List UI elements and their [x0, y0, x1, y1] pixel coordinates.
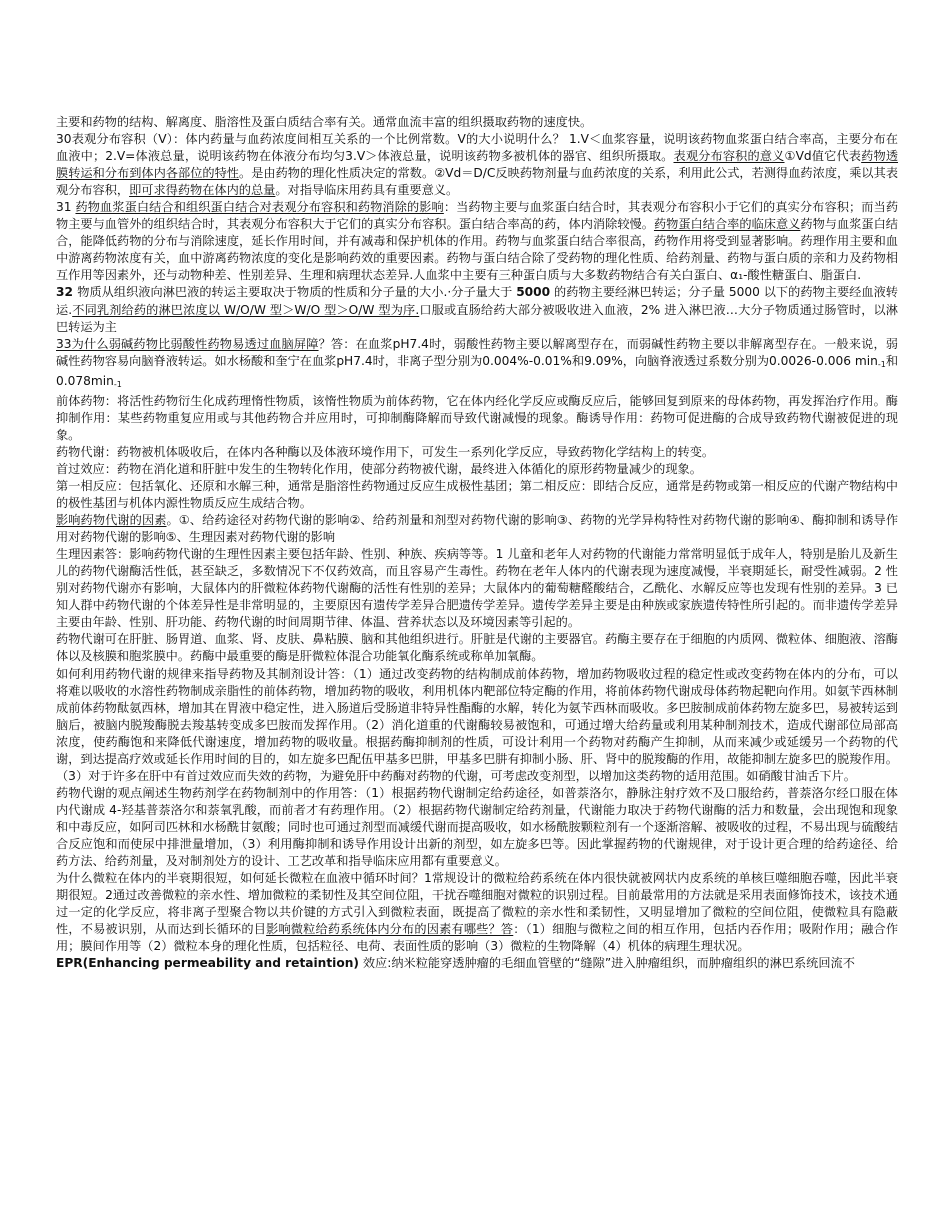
text-run: 药物代谢的观点阐述生物药剂学在药物制剂中的作用答：（1）根据药物代谢制定给药途径，如普萘洛尔，静脉注射疗效不及口服给药，普萘洛尔经口服在体内代谢成 4-羟基普萘洛尔和萘氧乳酸，而前者才有药理作用。（2）根据药物代谢制定给药剂量，代谢能力取决于药物代谢酶的活力和数量，会出现饱和现象和中毒反应，如阿司匹林和水杨酰甘氨酸；同时也可通过剂型而减缓代谢而提高吸收，如水杨酰胺颗粒剂有一个逐渐溶解、被吸收的过程，不易出现与硫酸结合反应饱和而使尿中排泄量增加，（3）利用酶抑制和诱导作用设计出新的剂型，如左旋多巴等。因此掌握药物的代谢规律，对于设计更合理的给药途径、给药方法、给药剂量，及对制剂处方的设计、工艺改革和指导临床应用都有重要意义。 — [56, 785, 898, 869]
paragraph — [56, 131, 898, 199]
text-run: ：（1）细胞与微粒之间的相互作用，包括内吞作用；吸附作用；融合作用；膜间作用等（2）微粒本身的理化性质，包括粒径、电荷、表面性质的影响（3）微粒的生物降解（4）机体的病理生理状况。 — [56, 922, 899, 954]
text-run: 效应:纳米粒能穿透肿瘤的毛细血管壁的“缝隙”进入肿瘤组织，而肿瘤组织的淋巴系统回流不 — [358, 956, 855, 971]
paragraph — [56, 785, 898, 870]
underlined-text: 药物透膜转运和分布到体内各部位的特性 — [56, 149, 899, 181]
text-run: 主要和药物的结构、解离度、脂溶性及蛋白质结合率有关。通常血流丰富的组织摄取药物的速度快。 — [56, 115, 593, 129]
underlined-text: 不同乳剂给药的淋巴浓度以 W/O/W 型＞W/O 型＞O/W 型为序. — [72, 302, 420, 317]
paragraph — [56, 461, 898, 478]
text-run: 的药物主要经淋巴转运；分子量 5000 以下的药物主要经血液转运. — [56, 285, 898, 317]
text-run: 物质从组织液向淋巴液的转运主要取决于物质的性质和分子量的大小.·分子量大于 — [77, 285, 517, 300]
paragraph — [56, 444, 898, 461]
underlined-text: 表观分布容积的意义 — [673, 149, 785, 164]
text-run: -1 — [113, 379, 122, 389]
paragraph — [56, 199, 898, 284]
underlined-text: 影响药物代谢的因素 — [56, 513, 167, 528]
underlined-text: 即可求得药物在体内的总量 — [129, 183, 276, 198]
underlined-text: 影响微粒给药系统体内分布的因素有哪些？答 — [266, 922, 514, 937]
paragraph — [56, 870, 898, 955]
paragraph — [56, 955, 898, 972]
paragraph — [56, 546, 898, 631]
text-run: 和0.078min — [56, 353, 899, 388]
paragraph — [56, 631, 898, 665]
text-run: 31 — [56, 200, 76, 215]
paragraph — [56, 336, 898, 393]
text-run: 。对指导临床用药具有重要意义。 — [275, 183, 459, 198]
bold-text: 5000 — [516, 285, 551, 300]
text-run: ：当药物主要与血浆蛋白结合时，其表观分布容积小于它们的真实分布容积；而当药物主要与血管外的组织结合时，其表观分布容积大于它们的真实分布容积。蛋白结合率高的药，体内消除较慢。 — [56, 200, 899, 232]
text-run: 30表观分布容积（V）：体内药量与血药浓度间相互关系的一个比例常数。V的大小说明什么？ 1.V＜血浆容量，说明该药物血浆蛋白结合率高，主要分布在血液中；2.V=体液总量，说明该药物在体液分布均匀3.V＞体液总量，说明该药物多被机体的器官、组织所摄取。 — [56, 132, 898, 164]
paragraph — [56, 393, 898, 444]
paragraph — [56, 284, 898, 335]
text-run: ？答：在血浆pH7.4时，弱酸性药物主要以解离型存在，而弱碱性药物主要以非解离型存在。一般来说，弱碱性药物容易向脑脊液转运。如水杨酸和奎宁在血浆pH7.4时，非离子型分别为0.004%-0.01%和9.09%，向脑脊液透过系数分别为0.0026-0.006 min — [56, 336, 898, 368]
underlined-text: 药物蛋白结合率的临床意义 — [653, 217, 801, 232]
underlined-text: 药物血浆蛋白结合和组织蛋白结合对表观分布容积和药物消除的影响 — [75, 200, 444, 215]
text-run: 前体药物：将活性药物衍生化成药理惰性物质，该惰性物质为前体药物，它在体内经化学反应或酶反应后，能够回复到原来的母体药物，再发挥治疗作用。酶抑制作用：某些药物重复应用或与其他药物合并应用时，可抑制酶降解而导致代谢减慢的现象。酶诱导作用：药物可促进酶的合成导致药物代谢被促进的现象。 — [56, 393, 898, 442]
paragraph — [56, 512, 898, 546]
paragraph — [56, 478, 898, 512]
text-run: 。是由药物的理化性质决定的常数。②Vd＝D/C反映药物剂量与血药浓度的关系，利用此公式，若测得血药浓度，乘以其表观分布容积， — [56, 166, 899, 198]
text-run: 药物代谢可在肝脏、肠胃道、血浆、肾、皮肤、鼻粘膜、脑和其他组织进行。肝脏是代谢的主要器官。药酶主要存在于细胞的内质网、微粒体、细胞液、溶酶体以及核膜和胞浆膜中。药酶中最重要的酶是肝微粒体混合功能氧化酶系统或称单加氧酶。 — [56, 632, 898, 664]
text-run: -1 — [877, 359, 886, 369]
text-run: 为什么微粒在体内的半衰期很短，如何延长微粒在血液中循环时间？1常规设计的微粒给药系统在体内很快就被网状内皮系统的单核巨噬细胞吞噬，因此半衰期很短。2通过改善微粒的亲水性、增加微粒的柔韧性及其空间位阻，干扰吞噬细胞对微粒的识别过程。目前最常用的方法就是采用表面修饰技术，该技术通过一定的化学反应，将非离子型聚合物以共价键的方式引入到微粒表面，既提高了微粒的亲水性和柔韧性，又明显增加了微粒的空间位阻，使微粒具有隐蔽性，不易被识别，从而达到长循环的目 — [56, 871, 898, 937]
bold-text: EPR(Enhancing permeability and retaintion) — [56, 956, 359, 971]
text-run: 生理因素答：影响药物代谢的生理性因素主要包括年龄、性别、种族、疾病等等。1 儿童和老年人对药物的代谢能力常常明显低于成年人，特别是胎儿及新生儿的药物代谢酶活性低，甚至缺乏，多数情况下不仅药效高，而且容易产生毒性。药物在老年人体内的代谢表现为速度减慢，半衰期延长，耐受性减弱。2 性别对药物代谢亦有影响，大鼠体内的肝微粒体药物代谢酶的活性有性别的差异；大鼠体内的葡萄糖醛酸结合，乙酰化、水解反应等也发现有性别的差异。3 已知人群中药物代谢的个体差异性是非常明显的，主要原因有遗传学差异合肥遗传学差异。遗传学差异主要是由种族或家族遗传特性所引起的。而非遗传学差异主要由年龄、性别、肝功能、药物代谢的时间周期节律、体温、营养状态以及环境因素等引起的。 — [56, 547, 898, 630]
text-run: 。①、给药途径对药物代谢的影响②、给药剂量和剂型对药物代谢的影响③、药物的光学异构特性对药物代谢的影响④、酶抑制和诱导作用对药物代谢的影响⑤、生理因素对药物代谢的影响 — [56, 513, 899, 545]
text-run: 药物与血浆蛋白结合，能降低药物的分布与消除速度，延长作用时间，并有减毒和保护机体的作用。药物与血浆蛋白结合率很高，药物作用将受到显著影响。药理作用主要和血中游离药物浓度有关，血中游离药物浓度的变化是影响药效的重要因素。药物与蛋白结合除了受药物的理化性质、给药剂量、药物与蛋白质的亲和力及药物相互作用等因素外，还与动物种差、性别差异、生理和病理状态差异.人血浆中主要有三种蛋白质与大多数药物结合有关白蛋白、α₁-酸性糖蛋白、脂蛋白. — [56, 217, 898, 283]
text-run: 口服或直肠给药大部分被吸收进入血液，2% 进入淋巴液…大分子物质通过肠管时，以淋巴转运为主 — [56, 302, 898, 334]
text-run: 如何利用药物代谢的规律来指导药物及其制剂设计答：（1）通过改变药物的结构制成前体药物，增加药物吸收过程的稳定性或改变药物在体内的分布，可以将难以吸收的水溶性药物制成亲脂性的前体药物，增加药物的吸收，利用机体内靶部位特定酶的作用，将前体药物代谢成母体药物起靶向作用。如氨苄西林制成前体药物酞氨西林，增加其在胃液中稳定性，进入肠道后受肠道非特异性酯酶的水解，转化为氨苄西林而吸收。多巴胺制成前体药物左旋多巴，易被转运到脑后，被脑内脱羧酶脱去羧基转变成多巴胺而发挥作用。（2）消化道重的代谢酶较易被饱和，可通过增大给药量或利用某种制剂技术，造成代谢部位局部高浓度，使药酶饱和来降低代谢速度，增加药物的吸收量。根据药酶抑制剂的性质，可设计利用一个药物对药酶产生抑制，从而来减少或延缓另一个药物的代谢，到达提高疗效或延长作用时间的目的，如左旋多巴配伍甲基多巴肼，甲基多巴肼有抑制小肠、肝、肾中的脱羧酶的作用，故能抑制左旋多巴的脱羧作用。（3）对于许多在肝中有首过效应而失效的药物，为避免肝中药酶对药物的代谢，可考虑改变剂型，以增加这类药物的适用范围。如硝酸甘油舌下片。 — [56, 666, 898, 783]
bold-text: 32 — [56, 285, 78, 300]
paragraph — [56, 114, 898, 131]
text-run: 首过效应：药物在消化道和肝脏中发生的生物转化作用，使部分药物被代谢，最终进入体循化的原形药物量减少的现象。 — [56, 461, 702, 476]
text-run: 药物代谢：药物被机体吸收后，在体内各种酶以及体液环境作用下，可发生一系列化学反应，导致药物化学结构上的转变。 — [56, 444, 715, 459]
text-run: 第一相反应：包括氧化、还原和水解三种，通常是脂溶性药物通过反应生成极性基团；第二相反应：即结合反应，通常是药物或第一相反应的代谢产物结构中的极性基团与机体内源性物质反应生成结合物。 — [56, 478, 898, 511]
paragraph — [56, 666, 898, 785]
underlined-text: 33为什么弱碱药物比弱酸性药物易透过血脑屏障 — [56, 336, 319, 351]
text-run: ①Vd值它代表 — [784, 149, 862, 164]
